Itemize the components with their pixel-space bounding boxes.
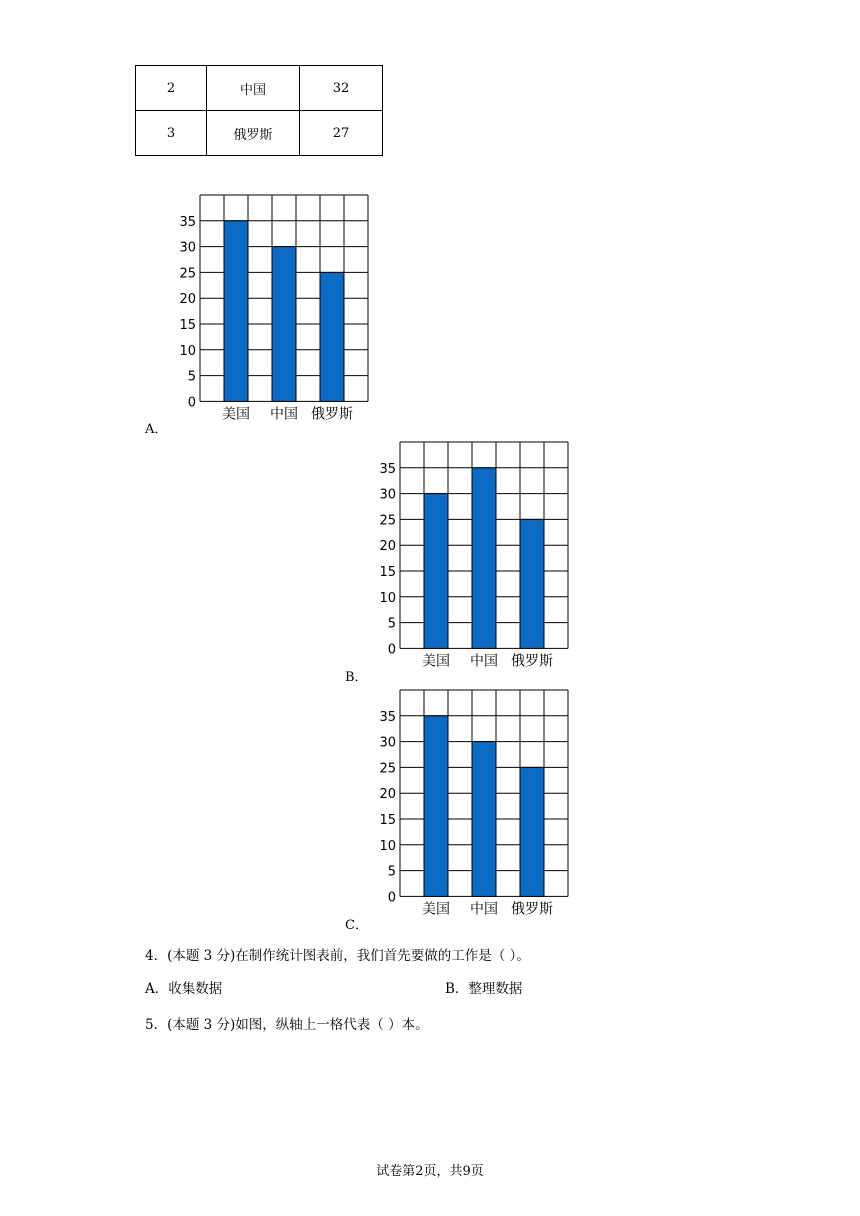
- page-footer: 试卷第2页，共9页: [376, 1164, 484, 1179]
- x-tick-label: 俄罗斯: [311, 406, 353, 423]
- bar: [272, 247, 296, 402]
- bar: [520, 519, 544, 648]
- table-cell: 27: [300, 111, 383, 156]
- y-tick-label: 35: [179, 214, 196, 230]
- data-table: [135, 65, 383, 156]
- y-tick-label: 20: [179, 292, 196, 308]
- y-tick-label: 25: [379, 761, 396, 777]
- x-tick-label: 美国: [422, 901, 450, 918]
- x-tick-label: 中国: [470, 653, 498, 670]
- y-tick-label: 0: [187, 395, 196, 411]
- table-cell: 3: [136, 111, 207, 156]
- question-5: 5．(本题 3 分)如图，纵轴上一格代表（ ）本。: [145, 1017, 429, 1033]
- y-tick-label: 30: [379, 487, 396, 503]
- bar-chart-option-b: [360, 437, 580, 672]
- x-tick-label: 美国: [422, 653, 450, 670]
- y-tick-label: 30: [379, 735, 396, 751]
- y-tick-label: 15: [379, 813, 396, 828]
- y-tick-label: 5: [387, 616, 396, 632]
- x-tick-label: 中国: [470, 901, 498, 918]
- question-4: 4．(本题 3 分)在制作统计图表前，我们首先要做的工作是（ ）。: [145, 948, 530, 964]
- x-tick-label: 俄罗斯: [511, 653, 553, 670]
- bar: [224, 221, 248, 402]
- y-tick-label: 10: [179, 343, 196, 359]
- table-cell: 俄罗斯: [207, 111, 300, 156]
- table-cell: 32: [300, 66, 383, 111]
- y-tick-label: 15: [179, 318, 196, 333]
- bar: [424, 716, 448, 897]
- y-tick-label: 0: [387, 642, 396, 658]
- table-cell: 2: [136, 66, 207, 111]
- x-tick-label: 俄罗斯: [511, 901, 553, 918]
- bar-chart-option-a: [160, 190, 380, 425]
- option-c-label: C．: [345, 918, 368, 933]
- question-4-option-a: A．收集数据: [145, 981, 223, 997]
- y-tick-label: 5: [387, 864, 396, 880]
- table-cell: 中国: [207, 66, 300, 111]
- y-tick-label: 35: [379, 709, 396, 725]
- table-row: [136, 111, 383, 156]
- question-4-option-b: B．整理数据: [445, 981, 523, 997]
- y-tick-label: 20: [379, 787, 396, 803]
- bar: [320, 272, 344, 401]
- table-row: [136, 66, 383, 111]
- y-tick-label: 35: [379, 461, 396, 477]
- option-a-label: A．: [145, 422, 168, 437]
- bar: [472, 742, 496, 897]
- y-tick-label: 25: [179, 266, 196, 282]
- y-tick-label: 25: [379, 513, 396, 529]
- y-tick-label: 15: [379, 565, 396, 580]
- bar: [472, 468, 496, 649]
- bar: [520, 767, 544, 896]
- y-tick-label: 20: [379, 539, 396, 555]
- x-tick-label: 中国: [270, 406, 298, 423]
- bar: [424, 494, 448, 649]
- y-tick-label: 10: [379, 590, 396, 606]
- option-b-label: B．: [345, 670, 368, 685]
- y-tick-label: 30: [179, 240, 196, 256]
- y-tick-label: 5: [187, 369, 196, 385]
- x-tick-label: 美国: [222, 406, 250, 423]
- y-tick-label: 10: [379, 838, 396, 854]
- y-tick-label: 0: [387, 890, 396, 906]
- bar-chart-option-c: [360, 685, 580, 920]
